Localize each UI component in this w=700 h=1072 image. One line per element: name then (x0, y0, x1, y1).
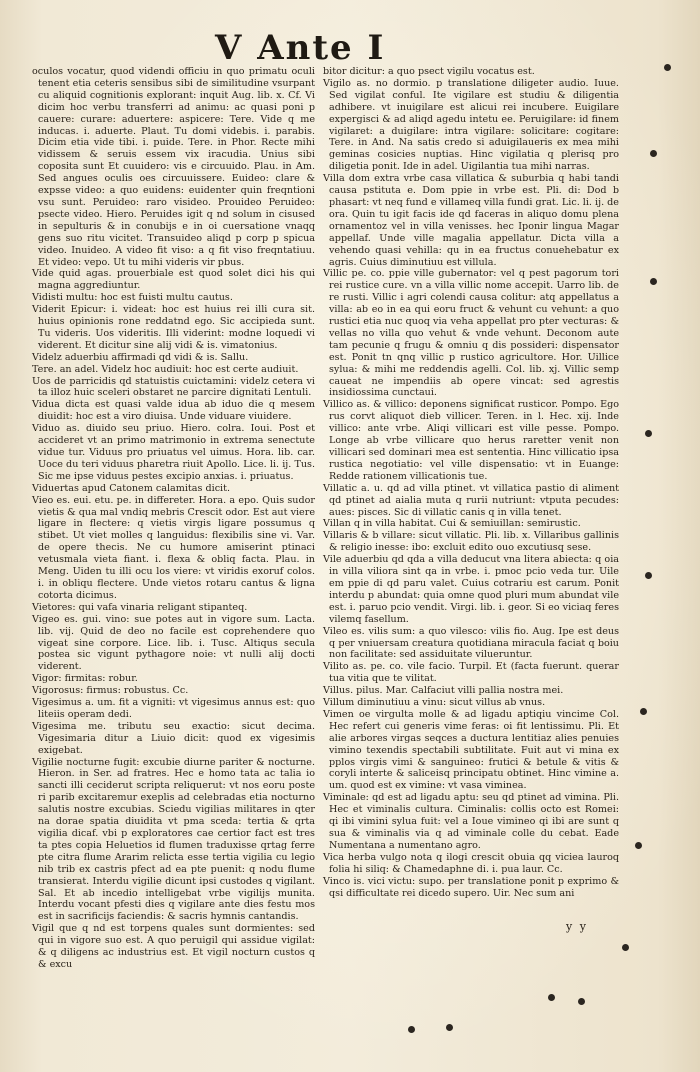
dictionary-entry: Vigorosus: firmus: robustus. Cc. (32, 685, 189, 697)
dictionary-entry: Vileo es. vilis sum: a quo vilesco: vilis fio. Aug. Ipe est deus q per vniuersam creatura quotidiana miracula faciat q boiu non facilitate: sed assiduitate vilueruntur. (323, 625, 619, 661)
ink-spot (650, 150, 657, 157)
dictionary-entry: Uos de parricidis qd statuistis cuictamini: videlz cetera vi ta illoz huic sceleri obstaret ne parcire dignitati Lentuli. (32, 375, 315, 399)
ink-spot (640, 708, 647, 715)
dictionary-entry: Vidisti multu: hoc est fuisti multu cautus. (32, 292, 233, 304)
dictionary-entry: Vigesima me. tributu seu exactio: sicut decima. Vigesimaria ditur a Liuio dicit: quod ex vigesimis exigebat. (32, 720, 315, 756)
dictionary-entry: Vietores: qui vafa vinaria religant stipanteq. (32, 601, 248, 613)
dictionary-entry: Villa dom extra vrbe casa villatica & suburbia q habi tandi causa pstituta e. Dom ppie in vrbe est. Pli. di: Dod b phasart: vt neq fund e villameq villa fundi grat. Lic. li. ij. de ora. Quin tu igit facis ide qd faceras in aliquo domu plena ornamentoz vel in villa venisses. hec Iponir lingua Magar appellaf. Unde ville magalia appellatur. Dicta villa a vehendo quasi vehilla: qu in ea fructus conuehebatur ex agris. Cuius diminutiuu est villula. (323, 173, 619, 268)
running-head: V Ante I (215, 28, 386, 68)
dictionary-entry: Villic pe. co. ppie ville gubernator: vel q pest pagorum tori rei rustice cure. vn a villa villic nome accepit. Uarro lib. de re rusti. Villic i agri colendi causa colitur: atq appellatus a villa: ab eo in ea qui eoru fruct & vehunt cu vehunt: a quo rustici etia nuc quoq via veha appellat pro pter vecturas: & vellas no villa quo vehut & vnde vehunt. Deconom aute tam pecunie q frugu & omniu q dis possideri: dispensator est. Ponit tn qnq villic p rustico agricultore. Hor. Uillice sylua: & mihi me reddendis agelli. Col. lib. xj. Villic semp caueat ne impendiis ab opere vincat: sed agrestis insidiossima cunctaui. (323, 268, 619, 399)
ink-spot (408, 1026, 415, 1033)
dictionary-entry: Vieo es. eui. etu. pe. in differeter. Hora. a epo. Quis sudor vietis & qua mal vndiq mebris Crescit odor. Est aut viere ligare in flectere: q vietis virgis ligare possumus q stibet. Ut viet molles q languidus: flexibilis sine vi. Var. de opere thecis. Ne cu humore amiserint ptinaci vetusmala vieta fiant. i. flexa & obliq facta. Plau. in Meng. Uiden tu illi ocu los viere: vt viridis exoruf colos. i. in obliqu flectere. Unde vietos rotaru cantus & ligna cotorta dicimus. (32, 494, 315, 601)
dictionary-entry: Vide quid agas. prouerbiale est quod solet dici his qui magna aggrediuntur. (32, 268, 315, 292)
dictionary-entry: Vigilo as. no dormio. p translatione diligeter audio. Iuue. Sed vigilat conful. Ite vigilare est studiu & diligentia adhibere. vt inuigilare est alicui rei incubere. Euigilare expergisci & ad aliqd agedu intetu ee. Peruigilare: id finem vigilaret: a duigilare: intra vigilare: solicitare: cogitare: Tere. in And. Na satis credo si aduigilaueris ex mea mihi geminas cosicies nuptias. Hinc vigilatia q plerisq pro diligetia ponit. Ide in adel. Uigilantia tua mihi narras. (323, 77, 619, 173)
dictionary-entry: Vigil que q nd est torpens quales sunt dormientes: sed qui in vigore suo est. A quo peruigil qui assidue vigilat: & q diligens ac industrius est. Et vigil nocturn custos q & excu (32, 923, 315, 970)
signature-mark: y y (566, 920, 588, 933)
dictionary-entry: Villaris & b villare: sicut villatic. Pli. lib. x. Villaribus gallinis & religio inesse: ibo: excluit edito ouo excutiusq sese. (323, 530, 619, 554)
dictionary-entry: Vigeo es. gui. vino: sue potes aut in vigore sum. Lacta. lib. vij. Quid de deo no facile est coprehendere quo vigeat sine corpore. Lice. lib. i. Tusc. Altiqus secula postea sic vigunt pythagore noie: vt nulli alij docti viderent. (32, 613, 315, 673)
dictionary-entry: Villatic a. u. qd ad villa ptinet. vt villatica pastio di aliment qd ptinet ad aialia muta q rurii nutriunt: vtputa pecudes: aues: pisces. Sic di villatic canis q in villa tenet. (323, 482, 619, 518)
right-column (323, 66, 619, 932)
left-column (32, 66, 315, 970)
dictionary-entry: Viduo as. diuido seu priuo. Hiero. colra. Ioui. Post et accideret vt an primo matrimonio in extrema senectute vidue tur. Viduus pro priuatus vel uimus. Hora. lib. car. Uoce du teri viduus pharetra riuit Apollo. Lice. li. ij. Tus. Sic me ipse viduus pestes excipio anxias. i. priuatus. (32, 423, 315, 482)
ink-spot (622, 944, 629, 951)
ink-spot (645, 572, 652, 579)
dictionary-entry: Videlz aduerbiu affirmadi qd vidi & is. Sallu. (32, 351, 249, 363)
dictionary-entry: Vidua dicta est quasi valde idua ab iduo die q mesem diuidit: hoc est a viro diuisa. Unde viduare viuidere. (32, 399, 315, 423)
dictionary-entry: Vigesimus a. um. fit a vigniti: vt vigesimus annus est: quo liteiis operam dedi. (32, 697, 315, 720)
dictionary-entry: Villus. pilus. Mar. Calfaciut villi pallia nostra mei. (323, 685, 564, 697)
dictionary-entry: Villan q in villa habitat. Cui & semiuillan: semirustic. (323, 518, 581, 530)
dictionary-entry: Vinco is. vici victu: supo. per translatione ponit p exprimo & qsi difficultate rei dicedo supero. Uir. Nec sum ani (323, 875, 619, 899)
dictionary-entry: Vilito as. pe. co. vile facio. Turpil. Et (facta fuerunt. querar tua vitia que te vilitat. (323, 661, 619, 685)
dictionary-entry: bitor dicitur: a quo psect vigilu vocatus est. (323, 66, 535, 77)
ink-spot (650, 278, 657, 285)
ink-spot (664, 64, 671, 71)
dictionary-entry: Tere. an adel. Videlz hoc audiuit: hoc est certe audiuit. (32, 363, 299, 375)
ink-spot (548, 994, 555, 1001)
dictionary-entry: oculos vocatur, quod videndi officiu in quo primatu oculi tenent etia ceteris sensibus sibi de similitudine vsurpant cu aliquid cognitionis explorant: inquit Aug. lib. x. Cf. Vi dicim hoc verbu transferri ad animu: ac quasi poni p cauere: curare: aduertere: aspicere: Tere. Vide q me inducas. i. aduerte. Plaut. Tu domi videbis. i. parabis. Dicim etia vide tibi. i. puide. Tere. in Phor. Recte mihi vidissem & seruis essem vix iracudia. Unius sibi coposita sunt Et cuuidero: vis e circuuido. Plau. in Am. Sed angues oculis oes circuuissere. Euideo: clare & expsse video: a quo euidens: euidenter quin freqntioni vsu sunt. Peruideo: raro visideo. Prouideo Peruideo: psecte video. Hiero. Peruides igit q nd solum in cisused in sepulturis & in conubijs e in oi cuersatione vnaqq gens suo ritu vicitet. Transuideo aliqd p corp p spicua video. Inuideo. A video fit viso: a q fit viso freqntatiuu. Et video: vepo. Ut tu mihi videris vir pbus. (32, 66, 315, 268)
ink-spot (578, 998, 585, 1005)
ink-spot (645, 430, 652, 437)
dictionary-entry: Villico as. & villico: deponens significat rusticor. Pompo. Ego rus corvt aliquot dieb villicer. Teren. in l. Hec. xij. Inde villico: ante vrbe. Aliqi villicari est ville pesse. Pompo. Longe ab vrbe villicare quo herus raretter venit non villicari sed dominari mea est sententia. Hinc villicatio ipsa rustica negotiatio: vel ville dispensatio: vt in Euange: Redde rationem villicationis tue. (323, 399, 619, 482)
dictionary-entry: Vigor: firmitas: robur. (32, 673, 138, 685)
ink-spot (446, 1024, 453, 1031)
ink-spot (635, 842, 642, 849)
dictionary-entry: Vigilie nocturne fugit: excubie diurne pariter & nocturne. Hieron. in Ser. ad fratres. Hec e homo tata ac talia io sancti illi ceciderut scripta reliquerut: vt nos eoru poste ri parib excitaremur exeplis ad celebradas etia nocturno salutis nostre excubias. Sciedu vigilias militares in qter na dorae spatia diuidita vt pma sceda: tertia & qrta vigilia dicaf. vbi p exploratores cae certior fact est tres ta ptes copia Heluetios id flumen traduxisse qrtag ferre pte citra flume Ararim relicta esse tertia vigilia cu legio nib trib ex castris pfect ad ea pte puenit: q nodu flume transierat. Interdu vigilie dicunt ipsi custodes q vigilant. Sal. Et ab incedio intelligebat vrbe vigilijs munita. Interdu vocant pfesti dies q vigilare ante dies festu mos est in sacrificijs faciendis: & sacris hymnis cantandis. (32, 756, 315, 923)
dictionary-entry: Villum diminutiuu a vinu: sicut villus ab vnus. (323, 697, 546, 709)
dictionary-entry: Vimen oe virgulta molle & ad ligadu aptiqiu vincime Col. Hec refert cui generis vime feras: oi fit lentissimu. Pli. Et alie arbores virgas seqces a ductura lentitiaz alies penuies vimino texendis spectabili subtilitate. Fuit aut vi mina ex pplos virgis vimi & sanguineo: frutici & betule & vitis & coryli interte & saliceisq principatu obtinet. Hinc vimine a. um. quod est ex vimine: vt vasa viminea. (323, 708, 619, 792)
dictionary-entry: Viduertas apud Catonem calamitas dicit. (32, 482, 231, 494)
dictionary-entry: Viminale: qd est ad ligadu aptu: seu qd ptinet ad vimina. Pli. Hec et viminalis cultura. Ciminalis: collis octo est Romei: qi ibi vimini sylua fuit: vel a Ioue vimineo qi ibi are sunt q sua & viminalis via q ad viminale colle du cebat. Eade Numentana a numentano agro. (323, 792, 619, 851)
dictionary-entry: Viderit Epicur: i. videat: hoc est huius rei illi cura sit. huius opinionis rone reddatnd ego. Sic accipieda sunt. Tu videris. Uos videritis. Illi viderint: modne loquedi vi viderent. Et dicitur sine alij vidi & is. vimatonius. (32, 304, 315, 351)
dictionary-entry: Vica herba vulgo nota q ilogi crescit obuia qq viciea lauroq folia hi siliq: & Chamedaphne di. i. pua laur. Cc. (323, 851, 619, 875)
dictionary-entry: Vile aduerbiu qd qda a villa deducut vna litera abiecta: q oia in villa viliora sint qa in vrbe. i. pmoc pcio veda tur. Uile em ppie di qd paru valet. Cuius cotrariu est carum. Ponit interdu p abundat: quia omne quod pluri mum abundat vile est. i. paruo pcio vendit. Virgi. lib. i. geor. Si eo viciaq feres vilemq fasellum. (323, 554, 619, 625)
